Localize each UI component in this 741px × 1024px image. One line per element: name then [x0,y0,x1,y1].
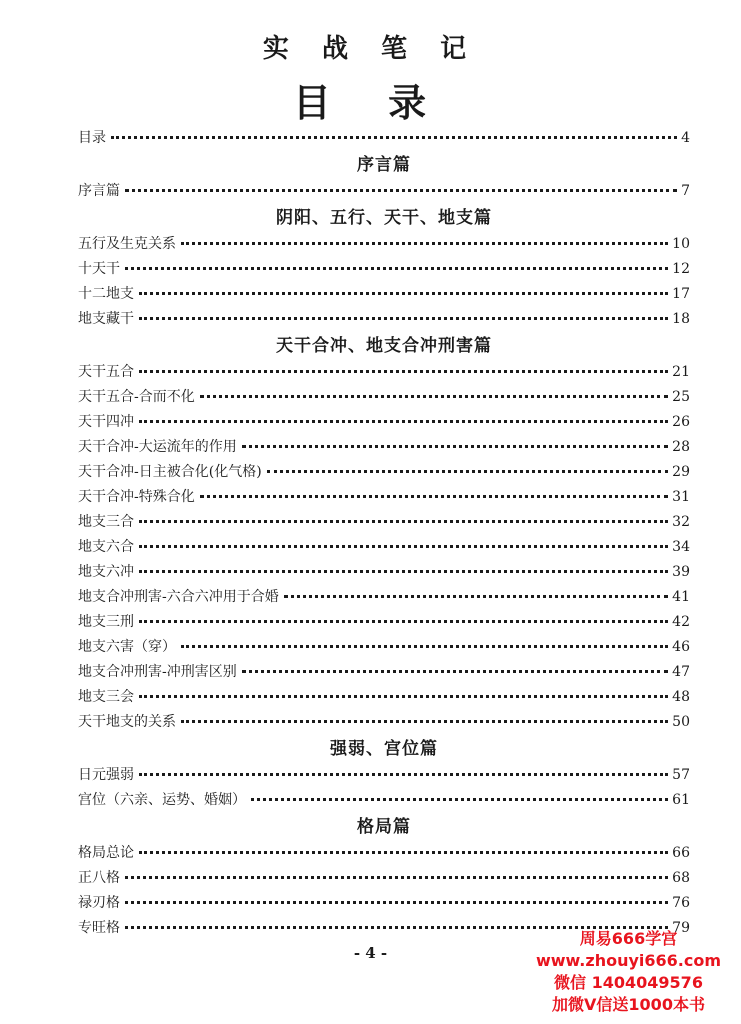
watermark-line: 周易666学宫 [579,929,678,948]
toc-entry[interactable] [78,635,690,660]
toc-entry-label: 十二地支 [78,286,134,302]
dot-leader [181,712,668,723]
dot-leader [200,387,668,398]
toc-entry-label: 天干地支的关系 [78,714,176,730]
toc-entry-page: 10 [672,236,690,252]
toc-entry[interactable] [78,460,690,485]
toc-entry[interactable] [78,179,690,204]
toc-entry[interactable] [78,126,690,151]
toc-entry-label: 十天干 [78,261,120,277]
page-number: - 4 - [353,944,388,962]
toc-entry-label: 地支合冲刑害-六合六冲用于合婚 [78,589,279,605]
dot-leader [139,512,668,523]
toc-entry-page: 46 [672,639,690,655]
dot-leader [139,765,668,776]
toc-entry-page: 61 [672,792,690,808]
dot-leader [139,362,668,373]
toc-entry[interactable] [78,257,690,282]
toc-entry-label: 地支六合 [78,539,134,555]
toc-entry[interactable] [78,685,690,710]
section-heading: 序言篇 [357,155,411,175]
dot-leader [139,687,668,698]
toc-entry-label: 天干合冲-大运流年的作用 [78,439,237,455]
toc-entry-page: 50 [672,714,690,730]
watermark-line: 加微V信送1000本书 [552,995,705,1014]
toc-entry[interactable] [78,710,690,735]
table-of-contents [78,126,690,941]
dot-leader [267,462,669,473]
toc-entry-page: 7 [681,183,690,199]
toc-entry-page: 79 [672,920,690,936]
toc-entry-label: 目录 [78,130,106,146]
section-heading: 阴阳、五行、天干、地支篇 [276,208,492,228]
watermark-url: www.zhouyi666.com [535,951,722,970]
toc-entry[interactable] [78,763,690,788]
toc-entry[interactable] [78,360,690,385]
toc-entry-page: 26 [672,414,690,430]
dot-leader [139,562,668,573]
toc-entry-page: 4 [681,130,690,146]
toc-entry[interactable] [78,282,690,307]
toc-entry-label: 天干合冲-特殊合化 [78,489,195,505]
toc-entry-page: 17 [672,286,690,302]
toc-entry-page: 48 [672,689,690,705]
toc-entry-label: 宫位（六亲、运势、婚姻） [78,792,246,808]
toc-entry-label: 格局总论 [78,845,134,861]
toc-entry-page: 31 [672,489,690,505]
dot-leader [139,309,668,320]
dot-leader [125,893,668,904]
toc-entry-page: 42 [672,614,690,630]
dot-leader [251,790,668,801]
toc-entry-label: 正八格 [78,870,120,886]
toc-entry-label: 天干五合 [78,364,134,380]
toc-entry-page: 39 [672,564,690,580]
toc-entry-page: 29 [672,464,690,480]
dot-leader [139,284,668,295]
dot-leader [181,234,668,245]
toc-entry-label: 天干四冲 [78,414,134,430]
toc-entry-label: 地支三合 [78,514,134,530]
toc-entry-page: 76 [672,895,690,911]
toc-entry-page: 68 [672,870,690,886]
toc-entry-label: 五行及生克关系 [78,236,176,252]
dot-leader [139,843,668,854]
dot-leader [139,612,668,623]
dot-leader [242,662,668,673]
toc-entry-page: 12 [672,261,690,277]
toc-entry-label: 地支合冲刑害-冲刑害区别 [78,664,237,680]
toc-entry-page: 47 [672,664,690,680]
toc-entry[interactable] [78,535,690,560]
toc-entry-label: 地支六害（穿） [78,639,176,655]
dot-leader [284,587,668,598]
toc-entry[interactable] [78,866,690,891]
toc-entry-label: 禄刃格 [78,895,120,911]
dot-leader [200,487,668,498]
section-heading: 天干合冲、地支合冲刑害篇 [276,336,492,356]
book-title: 实 战 笔 记 [262,34,479,64]
watermark-wechat: 微信 1404049576 [554,973,703,992]
dot-leader [242,437,668,448]
toc-entry-label: 日元强弱 [78,767,134,783]
toc-entry-label: 地支藏干 [78,311,134,327]
toc-entry[interactable] [78,485,690,510]
toc-entry[interactable] [78,560,690,585]
toc-entry-page: 21 [672,364,690,380]
dot-leader [139,412,668,423]
dot-leader [125,181,677,192]
toc-entry[interactable] [78,410,690,435]
toc-entry[interactable] [78,788,690,813]
toc-entry-page: 28 [672,439,690,455]
toc-entry-page: 34 [672,539,690,555]
toc-entry[interactable] [78,841,690,866]
toc-entry-label: 地支三刑 [78,614,134,630]
toc-entry[interactable] [78,891,690,916]
toc-entry[interactable] [78,232,690,257]
toc-entry-page: 41 [672,589,690,605]
toc-entry-page: 18 [672,311,690,327]
dot-leader [139,537,668,548]
section-heading: 强弱、宫位篇 [330,739,438,759]
toc-entry-page: 25 [672,389,690,405]
dot-leader [111,128,677,139]
toc-entry-label: 地支六冲 [78,564,134,580]
toc-entry-label: 序言篇 [78,183,120,199]
toc-entry-page: 66 [672,845,690,861]
toc-entry-page: 32 [672,514,690,530]
dot-leader [181,637,668,648]
dot-leader [125,259,668,270]
dot-leader [125,868,668,879]
toc-entry[interactable] [78,585,690,610]
toc-entry[interactable] [78,435,690,460]
toc-entry-label: 地支三会 [78,689,134,705]
toc-entry-page: 57 [672,767,690,783]
toc-entry[interactable] [78,307,690,332]
toc-entry[interactable] [78,610,690,635]
toc-entry-label: 专旺格 [78,920,120,936]
toc-entry-label: 天干五合-合而不化 [78,389,195,405]
toc-entry[interactable] [78,385,690,410]
toc-title: 目 录 [292,81,449,125]
toc-entry[interactable] [78,510,690,535]
section-heading: 格局篇 [357,817,411,837]
toc-entry-label: 天干合冲-日主被合化(化气格) [78,464,262,480]
toc-entry[interactable] [78,660,690,685]
watermark [526,928,731,1016]
